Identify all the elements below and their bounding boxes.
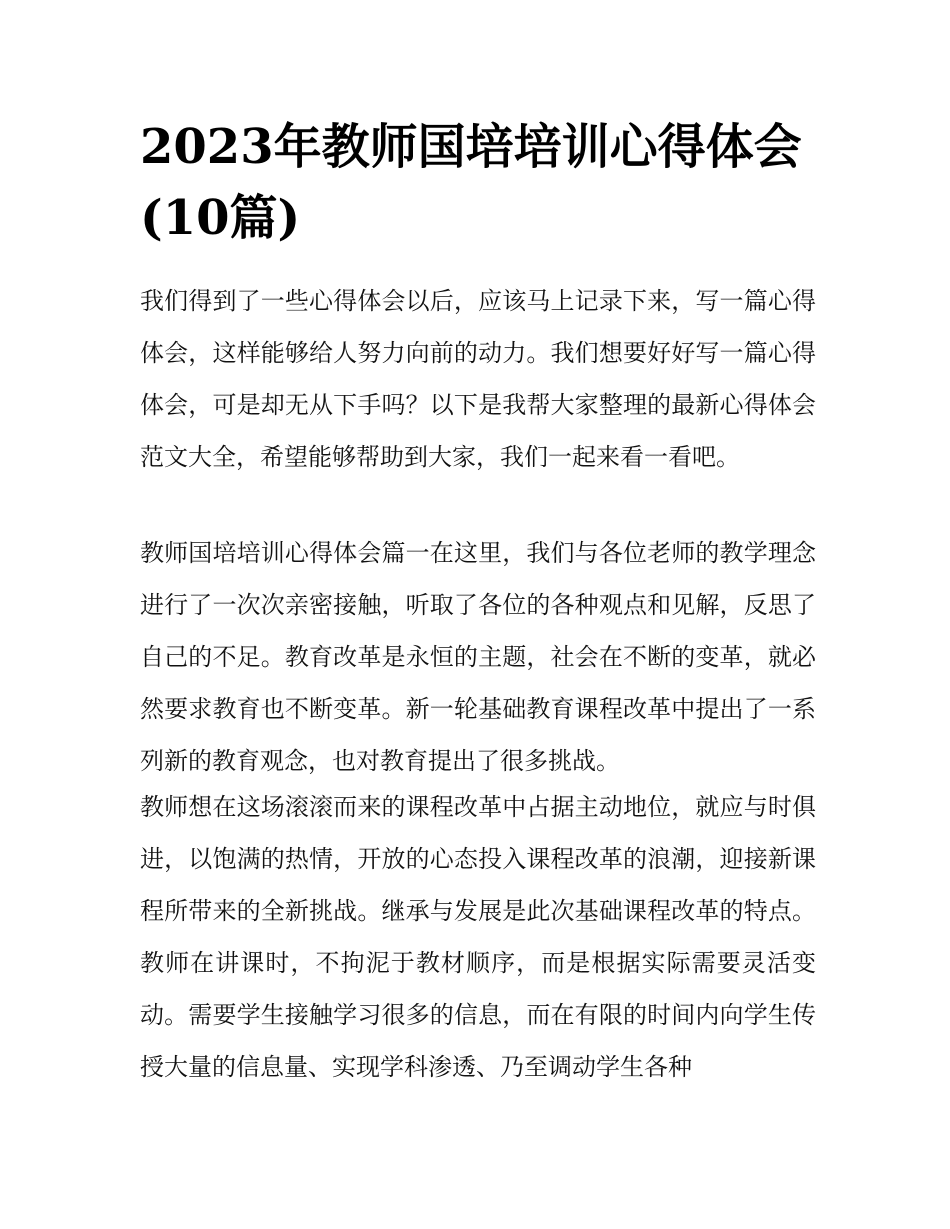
body-paragraph-1: 教师国培培训心得体会篇一在这里，我们与各位老师的教学理念进行了一次次亲密接触，听取了各位的各种观点和见解，反思了自己的不足。教育改革是永恒的主题，社会在不断的变革，就必然要求教育也不断变革。新一轮基础教育课程改革中提出了一系列新的教育观念，也对教育提出了很多挑战。 [140, 539, 816, 775]
intro-paragraph: 我们得到了一些心得体会以后，应该马上记录下来，写一篇心得体会，这样能够给人努力向前的动力。我们想要好好写一篇心得体会，可是却无从下手吗？以下是我帮大家整理的最新心得体会范文大全，希望能够帮助到大家，我们一起来看一看吧。 [140, 287, 816, 471]
body-paragraph-2: 教师想在这场滚滚而来的课程改革中占据主动地位，就应与时俱进，以饱满的热情，开放的心态投入课程改革的浪潮，迎接新课程所带来的全新挑战。继承与发展是此次基础课程改革的特点。教师在讲课时，不拘泥于教材顺序，而是根据实际需要灵活变动。需要学生接触学习很多的信息，而在有限的时间内向学生传授大量的信息量、实现学科渗透、乃至调动学生各种 [140, 793, 816, 1081]
document-title: 2023年教师国培培训心得体会(10篇) [140, 119, 802, 246]
